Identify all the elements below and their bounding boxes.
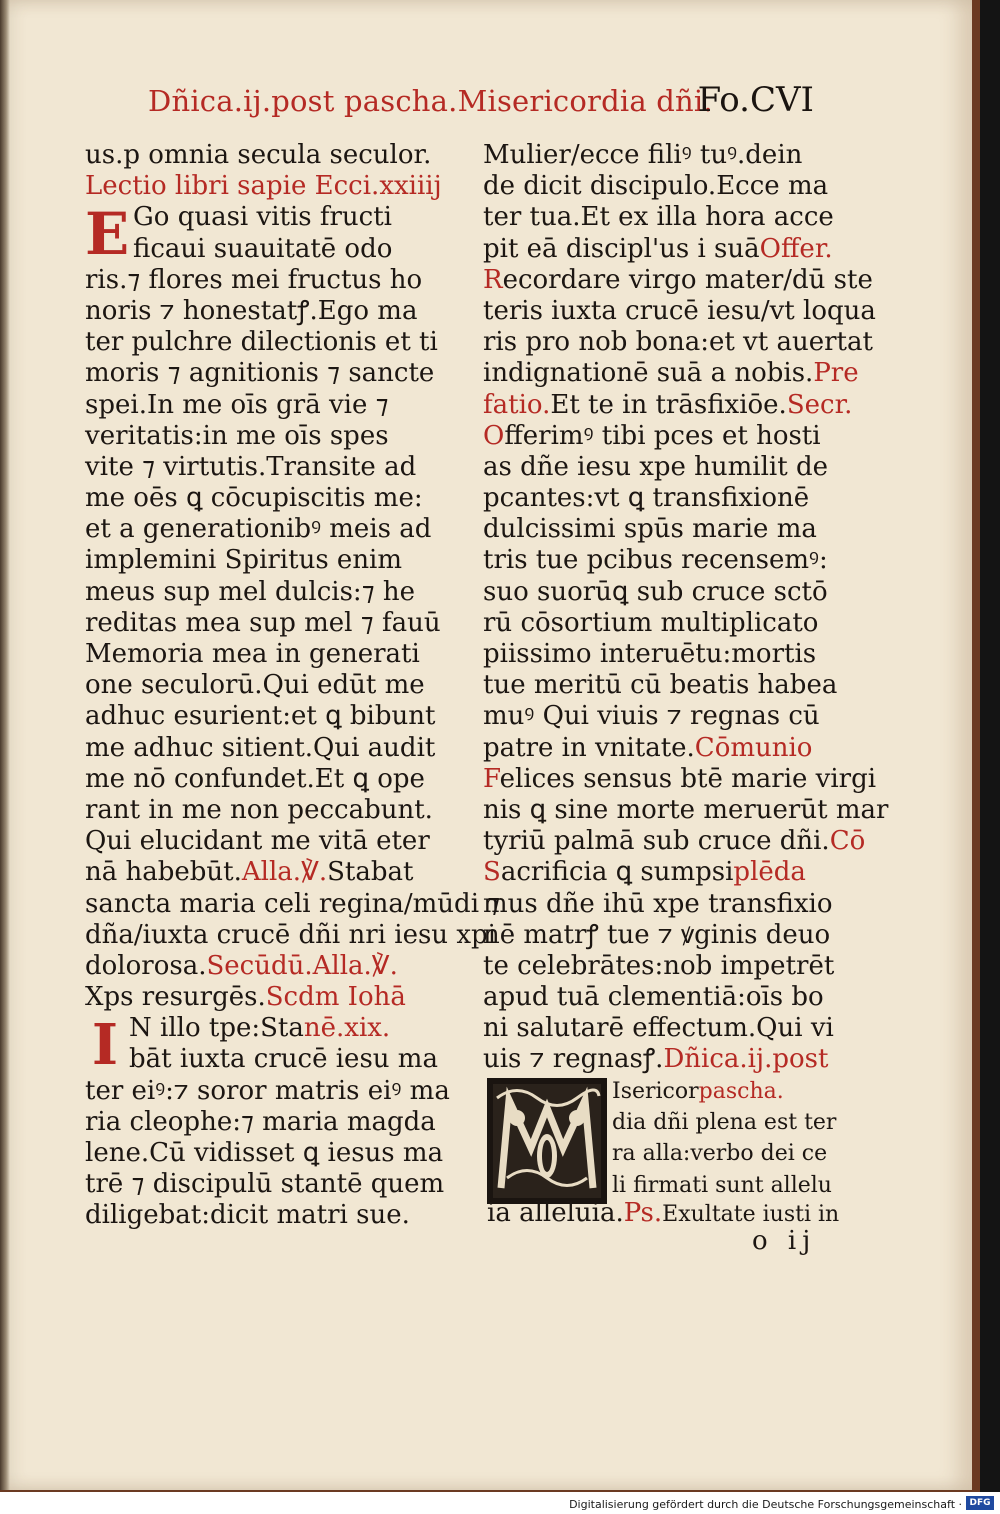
- text-line: [85, 577, 435, 608]
- body-text: us.p omnia secula seculor.: [85, 140, 432, 170]
- rubric-text: Secūdū.Alla.℣.: [206, 950, 398, 981]
- body-text: adhuc esurient:et ꝗ bibunt: [85, 701, 436, 732]
- text-line: [85, 1044, 438, 1075]
- text-line: [85, 421, 435, 452]
- body-text: vite ⁊ virtutis.Transite ad: [85, 451, 417, 482]
- dfg-logo: DFG: [966, 1496, 994, 1510]
- text-line: [85, 1138, 444, 1169]
- body-text: mus dñe ihū xpe transfixio: [483, 888, 833, 919]
- body-text: sancta maria celi regina/mūdi ⁊: [85, 888, 501, 919]
- text-line: [483, 514, 833, 545]
- body-text: rant in me non peccabunt.: [85, 794, 433, 825]
- body-text: me oēs ꝗ cōcupiscitis me:: [85, 483, 423, 514]
- body-text: Qui elucidant me vitā eter: [85, 826, 430, 857]
- body-text: rū cōsortium multiplicato: [483, 607, 819, 638]
- rubric-text: Cō: [829, 826, 866, 857]
- woodcut-text: dia dñi plena est ter: [612, 1110, 837, 1136]
- body-text: ecordare virgo mater/dū ste: [502, 264, 873, 295]
- body-text: dolorosa.: [85, 950, 207, 981]
- woodcut-initial-m: [487, 1078, 607, 1204]
- body-text: diligebat:dicit matri sue.: [85, 1200, 410, 1231]
- body-text: tyriū palmā sub cruce dñi.: [483, 826, 830, 857]
- rubric-text: Lectio libri sapie Ecci.xxiiij: [85, 171, 442, 202]
- text-line: [483, 171, 833, 202]
- text-line: [85, 514, 435, 545]
- body-text: apud tuā clementiā:oīs bo: [483, 982, 824, 1013]
- drop-capital: E: [85, 200, 130, 269]
- body-text: nē matrꝭ tue ⁊ ꝟginis deuo: [483, 919, 831, 950]
- text-line: [483, 264, 873, 296]
- body-text: noris ⁊ honestatꝭ.Ego ma: [85, 295, 418, 326]
- text-line: [85, 919, 496, 951]
- body-text: Et te in trāsfixiōe.: [550, 389, 787, 420]
- body-text: N illo tpe:Sta: [129, 1013, 304, 1044]
- text-line: [483, 733, 833, 764]
- body-text: muꝰ Qui viuis ⁊ regnas cū: [483, 701, 820, 732]
- body-text: spei.In me oīs grā vie ⁊: [85, 389, 389, 420]
- drop-capital: I: [91, 1012, 119, 1079]
- body-text: trē ⁊ discipulū stantē quem: [85, 1169, 445, 1200]
- text-line: [85, 452, 435, 483]
- text-line: [85, 390, 435, 421]
- body-text: ter tua.Et ex illa hora acce: [483, 202, 834, 233]
- rubric-text: S: [483, 857, 501, 888]
- text-line: [483, 920, 833, 951]
- body-text: nā habebūt.: [85, 857, 242, 888]
- text-line: [483, 608, 833, 639]
- body-text: Go quasi vitis fructi: [133, 202, 392, 233]
- spine-gutter: [0, 0, 10, 1490]
- body-text: me nō confundet.Et ꝗ ope: [85, 763, 425, 794]
- woodcut-text: Isericor: [612, 1079, 699, 1104]
- body-text: lene.Cū vidisset ꝗ iesus ma: [85, 1138, 444, 1168]
- right-column: [483, 140, 889, 1076]
- text-line: [85, 1169, 445, 1200]
- text-line: [483, 826, 866, 857]
- body-text: Stabat: [327, 857, 414, 888]
- rubric-text: F: [483, 763, 500, 794]
- text-line: [85, 296, 435, 327]
- text-line: [483, 421, 833, 452]
- text-line: [483, 857, 833, 888]
- body-text: dña/iuxta crucē dñi nri iesu xpi: [85, 919, 496, 950]
- rubric-text: pascha.: [698, 1079, 784, 1104]
- text-line: [483, 202, 833, 233]
- running-head-title: Dñica.ij.post pascha.Misericordia dñi.: [148, 84, 713, 118]
- body-text: ter eiꝰ:⁊ soror matris eiꝰ ma: [85, 1075, 450, 1106]
- rubric-text: Offer.: [759, 233, 833, 264]
- running-head: [148, 80, 818, 130]
- digitization-credit: Digitalisierung gefördert durch die Deutsche Forschungsgemeinschaft ·: [569, 1498, 962, 1511]
- text-line: [483, 358, 859, 389]
- text-line: [483, 295, 876, 327]
- rubric-text: nē.xix.: [303, 1013, 391, 1044]
- body-text: patre in vnitate.: [483, 732, 695, 763]
- text-line: [85, 483, 435, 514]
- text-line: [85, 234, 435, 265]
- text-line: [483, 389, 853, 421]
- rubric-text: Scdm Iohā: [265, 982, 406, 1013]
- body-text: uis ⁊ regnasꝭ.: [483, 1044, 664, 1075]
- body-text: me adhuc sitient.Qui audit: [85, 732, 436, 763]
- text-line: [483, 763, 877, 795]
- body-text: fferimꝰ tibi pces et hosti: [504, 420, 821, 451]
- text-line: [85, 982, 435, 1013]
- text-line: [85, 545, 435, 576]
- rubric-text: Dñica.ij.post: [663, 1044, 829, 1075]
- text-line: [85, 171, 442, 202]
- text-line: [483, 639, 833, 670]
- footer-bar: [0, 1492, 1000, 1514]
- rubric-text: plēda: [733, 857, 806, 888]
- text-line: [85, 358, 435, 389]
- text-line: [85, 1075, 450, 1107]
- body-text: ria cleophe:⁊ maria magda: [85, 1106, 436, 1137]
- text-line: [483, 889, 833, 920]
- body-text: suo suorūꝗ sub cruce sctō: [483, 576, 828, 607]
- text-line: [85, 795, 435, 826]
- text-line: [483, 577, 833, 608]
- body-text: teris iuxta crucē iesu/vt loqua: [483, 295, 876, 326]
- text-line: [85, 1200, 435, 1231]
- rubric-text: Alla.℣.: [241, 857, 328, 888]
- text-line: [483, 982, 833, 1013]
- body-text: ter pulchre dilectionis et ti: [85, 327, 438, 358]
- text-line: [85, 1107, 435, 1138]
- body-text: tue meritū cū beatis habea: [483, 670, 838, 701]
- text-line: [85, 701, 435, 732]
- text-line: [483, 670, 838, 701]
- body-text: ris.⁊ flores mei fructus ho: [85, 264, 423, 295]
- text-line: [85, 639, 435, 670]
- body-text: pit eā discipl'us i suā: [483, 233, 760, 264]
- body-text: bāt iuxta crucē iesu ma: [129, 1044, 438, 1075]
- text-line: [85, 670, 435, 701]
- text-line: [85, 265, 435, 296]
- body-text: et a generationibꝰ meis ad: [85, 514, 432, 545]
- woodcut-text: ra alla:verbo dei ce: [612, 1141, 828, 1167]
- body-text: nis ꝗ sine morte meruerūt mar: [483, 794, 889, 825]
- woodcut-text: li firmati sunt allelu: [612, 1172, 832, 1198]
- rubric-text: Pre: [813, 358, 859, 389]
- body-text: ni salutarē effectum.Qui vi: [483, 1013, 834, 1044]
- body-text: piissimo interuētu:mortis: [483, 639, 817, 669]
- text-line: [483, 701, 833, 732]
- body-text: Mulier/ecce filiꝰ tuꝰ.dein: [483, 140, 803, 170]
- rubric-text: O: [483, 420, 505, 451]
- text-line: [85, 826, 435, 857]
- text-line: [85, 733, 435, 764]
- body-text: Memoria mea in generati: [85, 639, 420, 669]
- last-text-line: [487, 1198, 840, 1229]
- woodcut-text-block: [612, 1076, 837, 1201]
- text-line: [483, 1013, 833, 1044]
- text-line: [483, 951, 833, 982]
- text-line: [85, 140, 435, 171]
- woodcut-line: [612, 1076, 832, 1107]
- body-text: ficaui suauitatē odo: [133, 233, 393, 264]
- signature-mark: o ij: [752, 1226, 817, 1256]
- body-text: indignationē suā a nobis.: [483, 358, 814, 389]
- text-line: [483, 794, 889, 826]
- text-line: [85, 607, 441, 639]
- body-text: Xps resurgēs.: [85, 982, 266, 1013]
- left-column: [85, 140, 501, 1232]
- text-line: [483, 234, 833, 265]
- body-text: moris ⁊ agnitionis ⁊ sancte: [85, 358, 435, 389]
- text-line: [483, 327, 873, 358]
- rubric-text: Ps.: [623, 1198, 663, 1228]
- text-line: [483, 452, 833, 483]
- body-text: de dicit discipulo.Ecce ma: [483, 171, 829, 202]
- rubric-text: R: [483, 264, 503, 295]
- text-line: [85, 764, 435, 795]
- body-text: acrificia ꝗ sumpsi: [500, 857, 734, 888]
- text-line: [85, 857, 435, 888]
- text-line: [85, 327, 438, 358]
- text-segment: Exultate iusti in: [662, 1202, 840, 1227]
- woodcut-line: [612, 1138, 832, 1169]
- woodcut-line: [612, 1107, 837, 1138]
- text-line: [483, 140, 833, 171]
- body-text: one seculorū.Qui edūt me: [85, 670, 425, 701]
- body-text: dulcissimi spūs marie ma: [483, 514, 817, 545]
- body-text: tris tue pcibus recensemꝰ:: [483, 545, 828, 576]
- woodcut-line: [612, 1170, 832, 1201]
- text-line: [483, 545, 833, 576]
- body-text: ris pro nob bona:et vt auertat: [483, 327, 873, 358]
- body-text: reditas mea sup mel ⁊ fauū: [85, 607, 441, 638]
- body-text: meus sup mel dulcis:⁊ he: [85, 576, 416, 607]
- body-text: pcantes:vt ꝗ transfixionē: [483, 483, 810, 514]
- body-text: implemini Spiritus enim: [85, 545, 403, 576]
- text-segment: ia alleluia.: [487, 1198, 624, 1228]
- rubric-text: Secr.: [786, 389, 853, 420]
- rubric-text: fatio.: [483, 389, 551, 420]
- body-text: veritatis:in me oīs spes: [85, 420, 389, 451]
- body-text: elices sensus btē marie virgi: [499, 763, 877, 794]
- body-text: te celebrātes:nob impetrēt: [483, 950, 835, 981]
- folio-number: Fo.CVI: [697, 80, 814, 120]
- text-line: [483, 483, 833, 514]
- text-line: [85, 888, 501, 920]
- body-text: as dñe iesu xpe humilit de: [483, 451, 828, 482]
- text-line: [85, 951, 435, 982]
- text-line: [483, 1044, 833, 1075]
- rubric-text: Cōmunio: [694, 732, 813, 763]
